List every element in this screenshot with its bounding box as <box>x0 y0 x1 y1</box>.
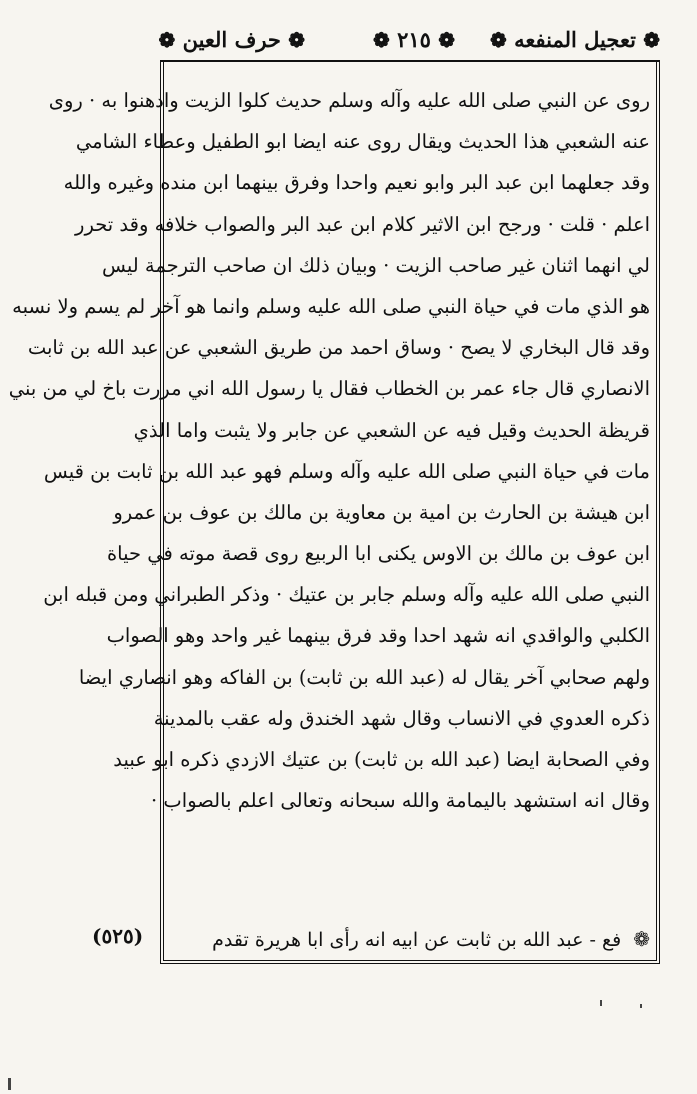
ornament-icon: ❁ <box>438 28 455 52</box>
ornament-icon: ❁ <box>490 28 507 52</box>
text-line: لي انهما اثنان غير صاحب الزيت · وبيان ذلك ان صاحب الترجمة ليس <box>101 253 650 277</box>
section-title-text: حرف العين <box>182 27 281 52</box>
text-line: روى عن النبي صلى الله عليه وآله وسلم حديث كلوا الزيت وادهنوا به · روى <box>48 89 650 112</box>
text-line: النبي صلى الله عليه وآله وسلم جابر بن عتيك · وذكر الطبراني ومن قبله ابن <box>43 583 650 607</box>
print-speck <box>600 1000 602 1006</box>
footnote-text: فع - عبد الله بن ثابت عن ابيه انه رأى ابا هريرة تقدم <box>212 929 622 951</box>
text-line: الكلبي والواقدي انه شهد احدا وقد فرق بينهما غير واحد وهو الصواب <box>106 624 650 648</box>
text-line: ولهم صحابي آخر يقال له (عبد الله بن ثابت) بن الفاكه وهو انصاري ايضا <box>78 665 650 689</box>
text-line: وقد قال البخاري لا يصح · وساق احمد من طريق الشعبي عن عبد الله بن ثابت <box>27 336 650 360</box>
text-line: وقد جعلهما ابن عبد البر وابو نعيم واحدا وفرق بينهما ابن منده وغيره والله <box>63 171 650 195</box>
text-line: ابن عوف بن مالك بن الاوس يكنى ابا الربيع روى قصة موته في حياة <box>106 542 650 566</box>
text-line: مات في حياة النبي صلى الله عليه وآله وسلم فهو عبد الله بن ثابت بن قيس <box>43 459 650 483</box>
running-header <box>160 22 660 62</box>
text-line: قريظة الحديث وقيل فيه عن الشعبي عن جابر ولا يثبت واما الذي <box>133 418 650 442</box>
book-title-text: تعجيل المنفعه <box>514 27 636 52</box>
page-number <box>373 26 455 54</box>
print-speck <box>640 1004 642 1008</box>
margin-number: (٥٢٥) <box>92 924 144 948</box>
text-line: وقال انه استشهد باليمامة والله سبحانه وتعالى اعلم بالصواب · <box>151 789 650 813</box>
text-line: عنه الشعبي هذا الحديث ويقال روى عنه ايضا ابو الطفيل وعطاء الشامي <box>75 130 650 154</box>
text-line: هو الذي مات في حياة النبي صلى الله عليه وسلم وانما هو آخر لم يسم ولا نسبه <box>12 294 650 318</box>
book-title <box>490 26 660 54</box>
text-line: ذكره العدوي في الانساب وقال شهد الخندق وله عقب بالمدينة <box>153 706 650 730</box>
ornament-icon: ❁ <box>373 28 390 52</box>
footnote-line <box>172 920 650 958</box>
ornament-icon: ❁ <box>643 28 660 52</box>
section-title <box>159 26 306 54</box>
text-line: ابن هيشة بن الحارث بن امية بن معاوية بن مالك بن عوف بن عمرو <box>113 500 650 524</box>
text-line: اعلم · قلت · ورجح ابن الاثير كلام ابن عبد البر والصواب خلافه وقد تحرر <box>75 212 650 236</box>
body-text <box>8 80 650 821</box>
text-line: الانصاري قال جاء عمر بن الخطاب فقال يا رسول الله اني مررت باخ لي من بني <box>8 377 650 401</box>
page-number-text: ٢١٥ <box>397 27 431 52</box>
ornament-icon: ❁ <box>633 927 650 951</box>
text-line: وفي الصحابة ايضا (عبد الله بن ثابت) بن عتيك الازدي ذكره ابو عبيد <box>113 748 650 771</box>
ornament-icon: ❁ <box>288 28 305 52</box>
print-speck <box>8 1078 11 1090</box>
ornament-icon: ❁ <box>158 28 176 52</box>
